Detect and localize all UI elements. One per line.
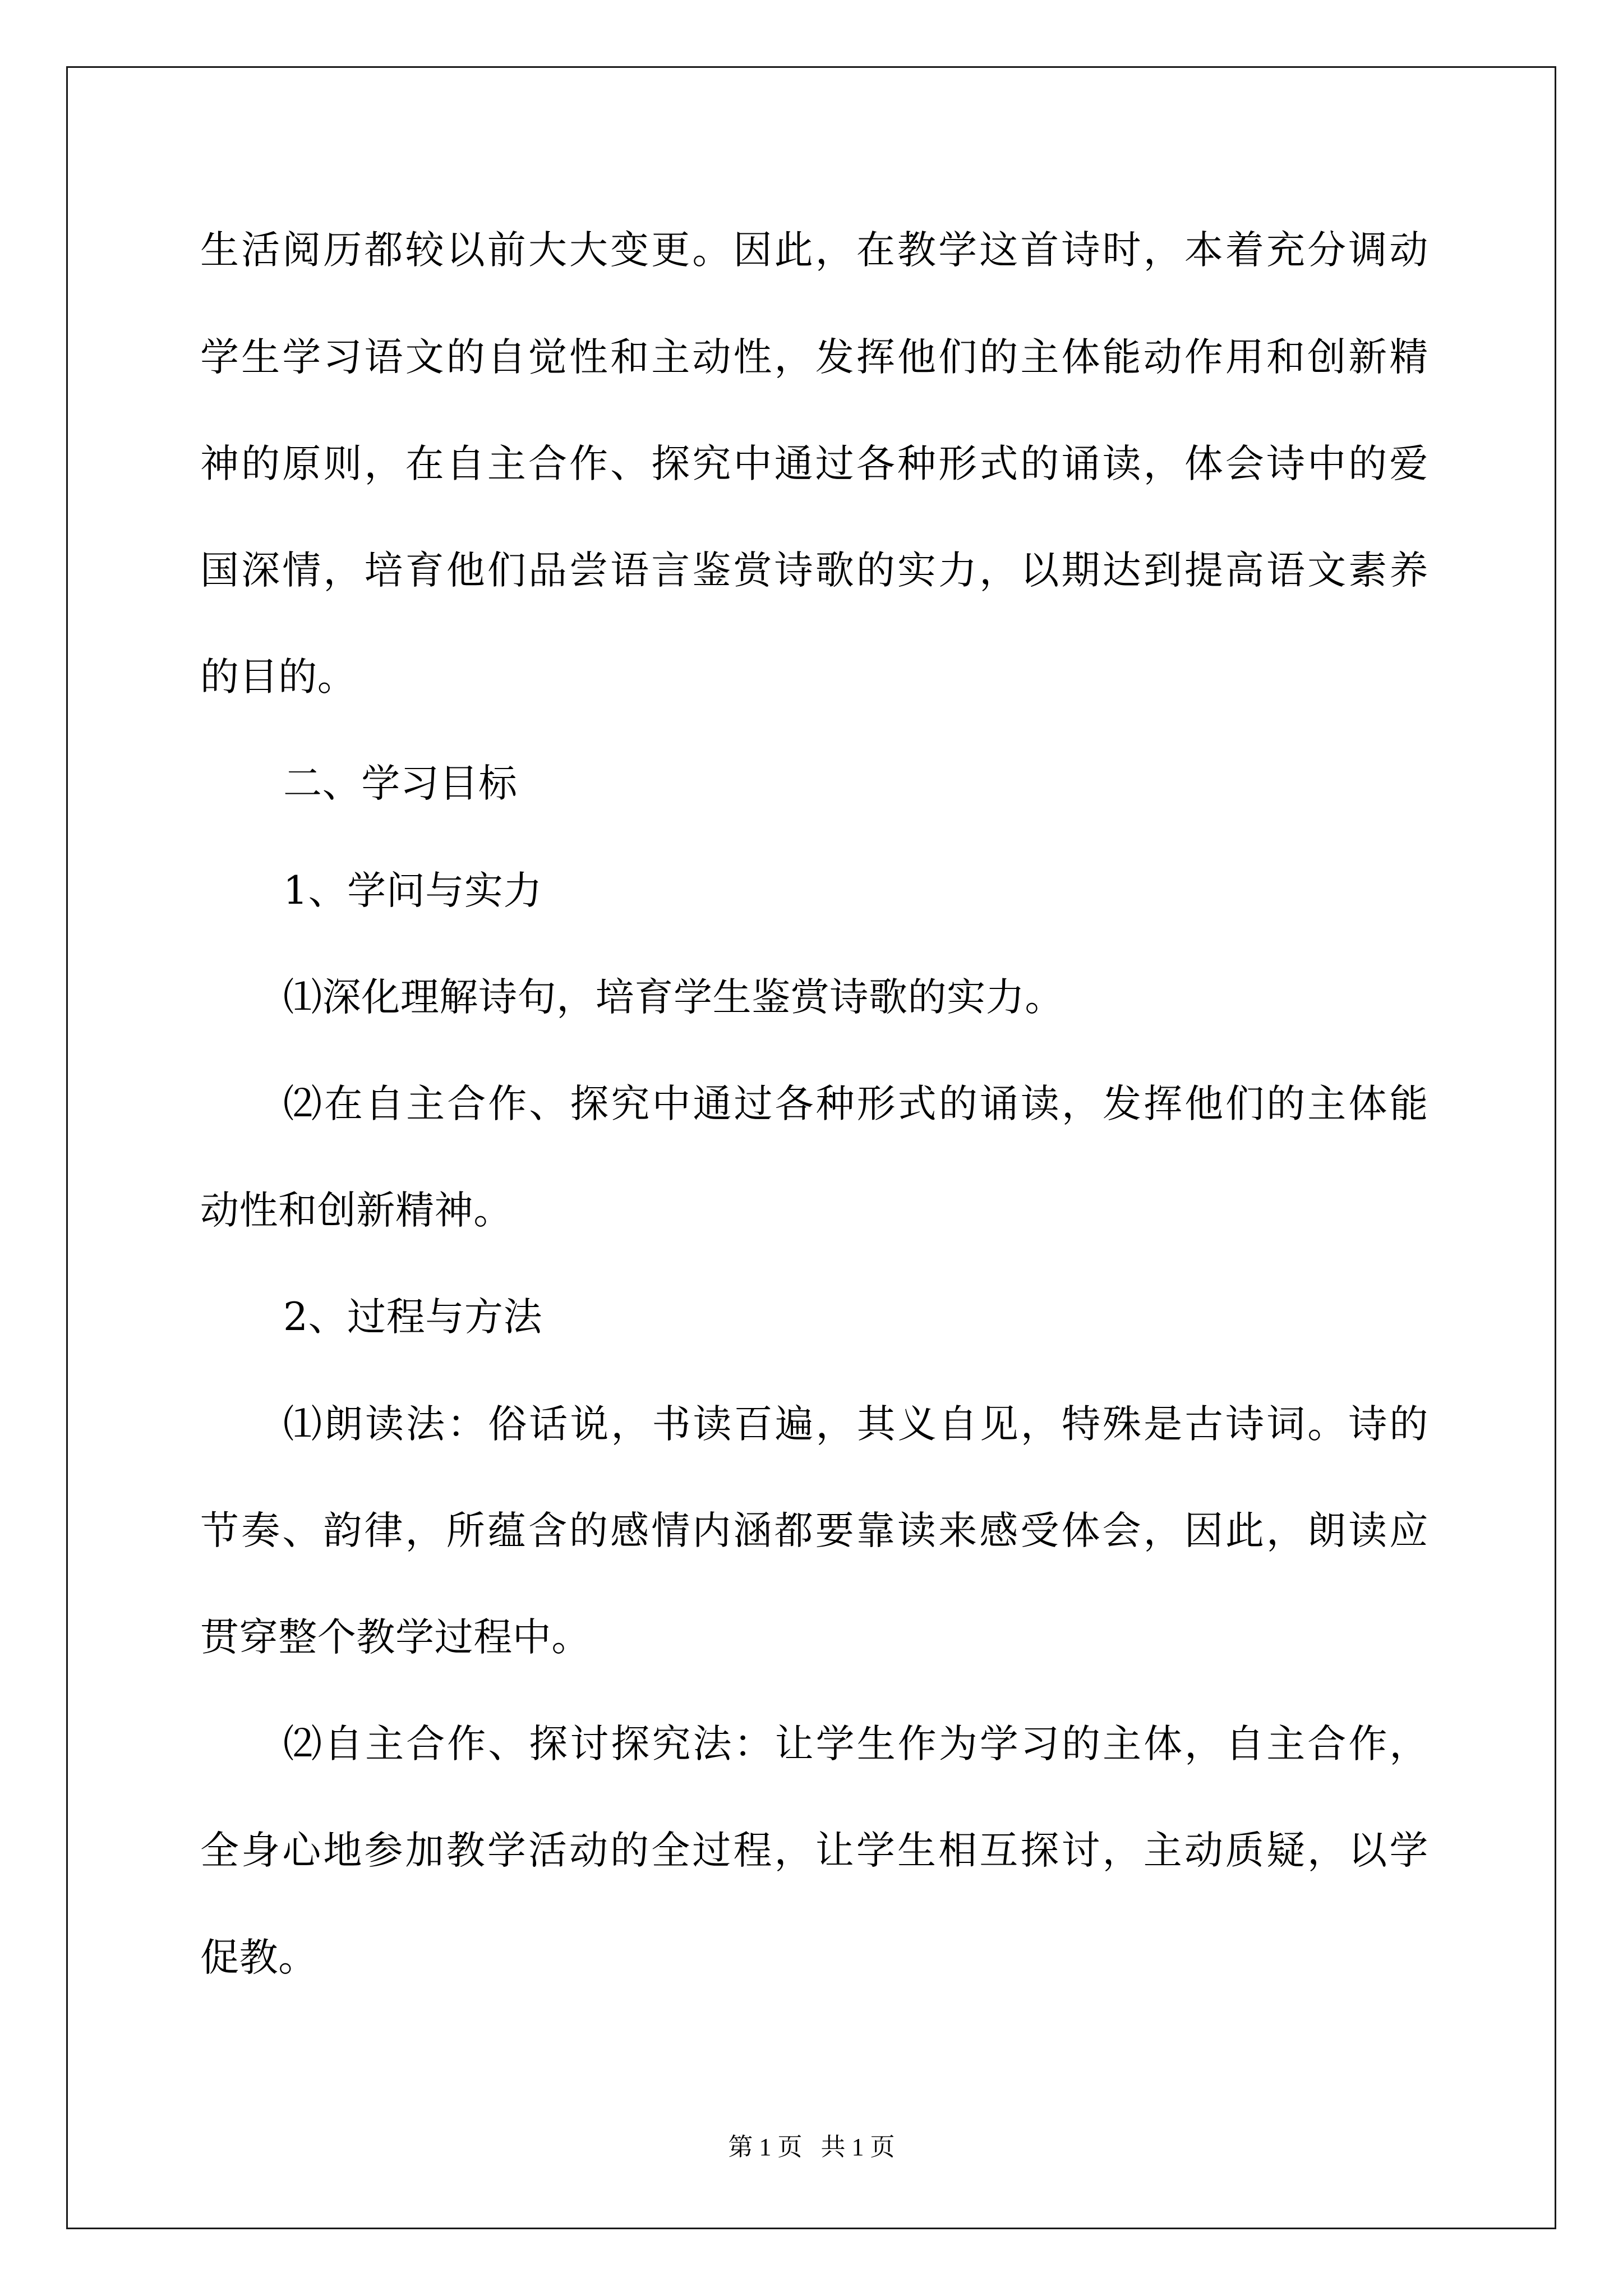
paragraph-line: 全身心地参加教学活动的全过程，让学生相互探讨，主动质疑，以学: [200, 1828, 1428, 1873]
paragraph-line: 国深情，培育他们品尝语言鉴赏诗歌的实力，以期达到提高语文素养: [200, 548, 1428, 593]
page-border: [66, 66, 1556, 2229]
list-item: ⑴朗读法：俗话说，书读百遍，其义自见，特殊是古诗词。诗的: [283, 1402, 1428, 1447]
section-heading: 二、学习目标: [283, 761, 518, 806]
paragraph-line: 促教。: [200, 1935, 317, 1980]
paragraph-line: 节奏、韵律，所蕴含的感情内涵都要靠读来感受体会，因此，朗读应: [200, 1508, 1428, 1553]
subsection-heading: 1、学问与实力: [283, 868, 543, 913]
paragraph-line: 学生学习语文的自觉性和主动性，发挥他们的主体能动作用和创新精: [200, 335, 1428, 380]
paragraph-line: 动性和创新精神。: [200, 1188, 513, 1233]
paragraph-line: 贯穿整个教学过程中。: [200, 1615, 591, 1660]
paragraph-line: 神的原则，在自主合作、探究中通过各种形式的诵读，体会诗中的爱: [200, 441, 1428, 486]
subsection-heading: 2、过程与方法: [283, 1295, 543, 1340]
list-item: ⑵在自主合作、探究中通过各种形式的诵读，发挥他们的主体能: [283, 1082, 1428, 1126]
page-footer: 第 1 页 共 1 页: [728, 2133, 895, 2161]
list-item: ⑴深化理解诗句，培育学生鉴赏诗歌的实力。: [283, 975, 1064, 1020]
list-item: ⑵自主合作、探讨探究法：让学生作为学习的主体，自主合作，: [283, 1722, 1428, 1766]
paragraph-line: 的目的。: [200, 655, 357, 700]
paragraph-line: 生活阅历都较以前大大变更。因此，在教学这首诗时，本着充分调动: [200, 228, 1428, 273]
